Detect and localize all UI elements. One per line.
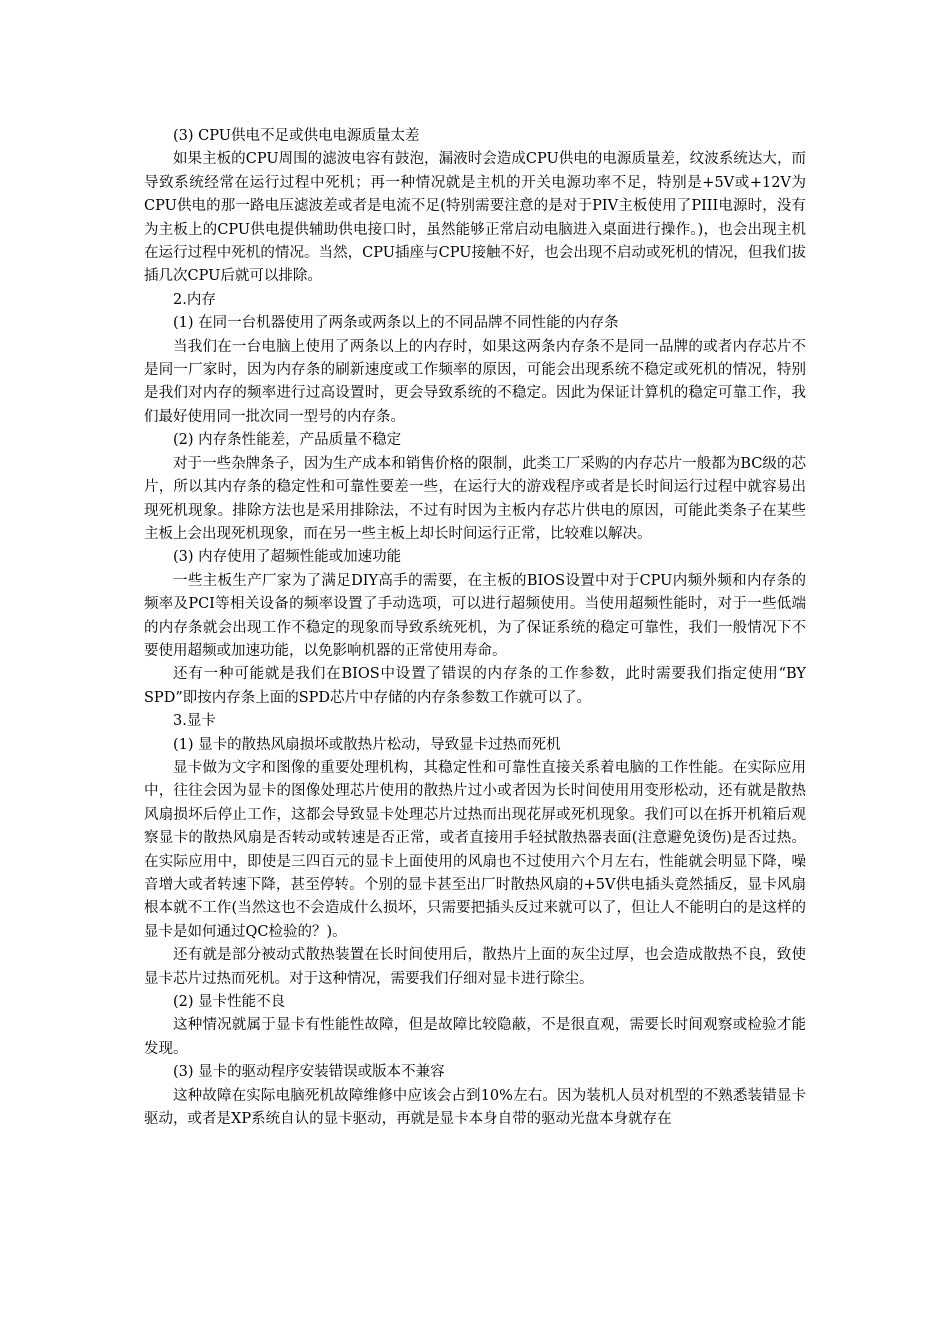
subsection-heading-gpu-cooling: (1) 显卡的散热风扇损坏或散热片松动，导致显卡过热而死机 [173, 736, 561, 753]
body-paragraph: 当我们在一台电脑上使用了两条以上的内存时，如果这两条内存条不是同一品牌的或者内存芯片不是同一厂家时，因为内存条的刷新速度或工作频率的原因，可能会出现系统不稳定或死机的情况，特别是我们对内存的频率进行过高设置时，更会导致系统的不稳定。因此为保证计算机的稳定可靠工作，我们最好使用同一批次同一型号的内存条。 [144, 338, 806, 425]
body-paragraph: 显卡做为文字和图像的重要处理机构，其稳定性和可靠性直接关系着电脑的工作性能。在实际应用中，往往会因为显卡的图像处理芯片使用的散热片过小或者因为长时间使用用变形松动，还有就是散热风扇损坏后停止工作，这都会导致显卡处理芯片过热而出现花屏或死机现象。我们可以在拆开机箱后观察显卡的散热风扇是否转动或转速是否正常，或者直接用手轻拭散热器表面(注意避免烫伤)是否过热。在实际应用中，即使是三四百元的显卡上面使用的风扇也不过使用六个月左右，性能就会明显下降，噪音增大或者转速下降，甚至停转。个别的显卡甚至出厂时散热风扇的+5V供电插头竟然插反，显卡风扇根本就不工作(当然这也不会造成什么损坏，只需要把插头反过来就可以了，但让人不能明白的是这样的显卡是如何通过QC检验的？)。 [144, 759, 806, 940]
body-paragraph: 还有就是部分被动式散热装置在长时间使用后，散热片上面的灰尘过厚，也会造成散热不良，致使显卡芯片过热而死机。对于这种情况，需要我们仔细对显卡进行除尘。 [144, 947, 806, 987]
body-paragraph: 这种故障在实际电脑死机故障维修中应该会占到10%左右。因为装机人员对机型的不熟悉装错显卡驱动，或者是XP系统自认的显卡驱动，再就是显卡本身自带的驱动光盘本身就存在 [144, 1087, 806, 1128]
body-paragraph: 这种情况就属于显卡有性能性故障，但是故障比较隐蔽，不是很直观，需要长时间观察或检验才能发现。 [144, 1017, 806, 1057]
section-heading-cpu-power: (3) CPU供电不足或供电电源质量太差 [173, 128, 420, 144]
subsection-heading-memory-overclock: (3) 内存使用了超频性能或加速功能 [173, 549, 402, 566]
document-body [144, 125, 806, 1131]
body-paragraph: 还有一种可能就是我们在BIOS中设置了错误的内存条的工作参数，此时需要我们指定使用“BY SPD”即按内存条上面的SPD芯片中存储的内存条参数工作就可以了。 [144, 666, 806, 706]
subsection-heading-memory-mixed: (1) 在同一台机器使用了两条或两条以上的不同品牌不同性能的内存条 [173, 315, 619, 332]
section-heading-graphics-card: 3.显卡 [173, 713, 216, 730]
body-paragraph: 对于一些杂牌条子，因为生产成本和销售价格的限制，此类工厂采购的内存芯片一般都为BC级的芯片，所以其内存条的稳定性和可靠性要差一些，在运行大的游戏程序或者是长时间运行过程中就容易出现死机现象。排除方法也是采用排除法，不过有时因为主板内存芯片供电的原因，可能此类条子在某些主板上会出现死机现象，而在另一些主板上却长时间运行正常，比较难以解决。 [144, 455, 806, 542]
subsection-heading-memory-quality: (2) 内存条性能差，产品质量不稳定 [173, 432, 402, 449]
body-paragraph: 如果主板的CPU周围的滤波电容有鼓泡，漏液时会造成CPU供电的电源质量差，纹波系统达大，而导致系统经常在运行过程中死机；再一种情况就是主机的开关电源功率不足，特别是+5V或+12V为CPU供电的那一路电压滤波差或者是电流不足(特别需要注意的是对于PIV主板使用了PIII电源时，没有为主板上的CPU供电提供辅助供电接口时，虽然能够正常启动电脑进入桌面进行操作。)，也会出现主机在运行过程中死机的情况。当然，CPU插座与CPU接触不好，也会出现不启动或死机的情况，但我们拔插几次CPU后就可以排除。 [144, 151, 806, 285]
subsection-heading-gpu-performance: (2) 显卡性能不良 [173, 994, 286, 1011]
subsection-heading-gpu-driver: (3) 显卡的驱动程序安装错误或版本不兼容 [173, 1064, 445, 1081]
section-heading-memory: 2.内存 [173, 291, 216, 308]
body-paragraph: 一些主板生产厂家为了满足DIY高手的需要，在主板的BIOS设置中对于CPU内频外频和内存条的频率及PCI等相关设备的频率设置了手动选项，可以进行超频使用。当使用超频性能时，对于一些低端的内存条就会出现工作不稳定的现象而导致系统死机，为了保证系统的稳定可靠性，我们一般情况下不要使用超频或加速功能，以免影响机器的正常使用寿命。 [144, 572, 806, 659]
